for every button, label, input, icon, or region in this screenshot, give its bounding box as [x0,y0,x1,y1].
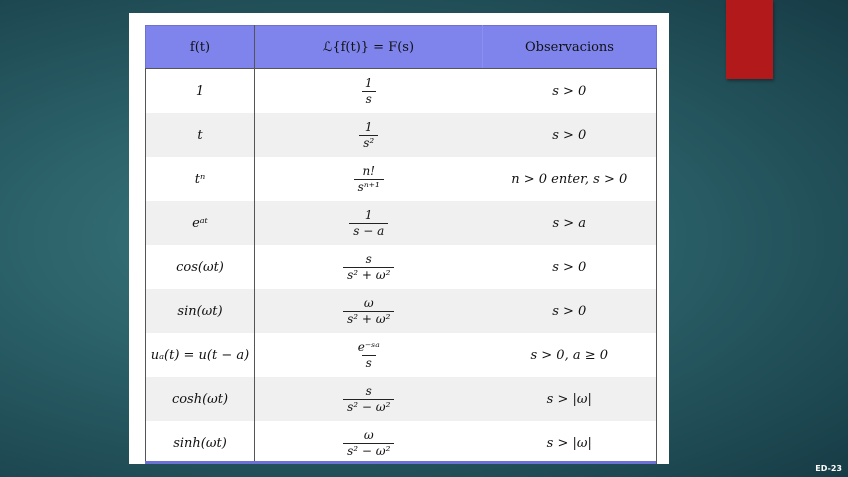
header-function: f(t) [146,26,255,69]
transform-cell [255,421,483,464]
fraction [361,77,377,105]
table-row [146,333,657,377]
fraction-denominator: s [362,355,376,370]
red-accent-bar [726,0,773,79]
transform-cell [255,245,483,289]
fraction-denominator: s [362,91,376,106]
table-row [146,245,657,289]
observation-cell: s > |ω| [483,377,657,421]
fraction-numerator: e⁻ˢᵃ [357,339,380,354]
fraction [343,253,394,281]
fraction-denominator: sⁿ⁺¹ [354,179,384,194]
function-cell: sin(ωt) [146,289,255,333]
fraction-denominator: s² [359,135,378,150]
fraction [354,341,384,369]
function-cell: cosh(ωt) [146,377,255,421]
function-cell: eᵃᵗ [146,201,255,245]
header-transform: ℒ{f(t)} = F(s) [255,26,483,69]
table-row [146,377,657,421]
fraction-denominator: s − a [349,223,388,238]
function-cell: tⁿ [146,157,255,201]
observation-cell: s > 0 [483,289,657,333]
transform-cell [255,201,483,245]
fraction-denominator: s² − ω² [343,443,394,458]
observation-cell: s > |ω| [546,435,592,451]
fraction-numerator: 1 [364,119,373,134]
function-cell: cos(ωt) [146,245,255,289]
fraction-numerator: 1 [364,75,373,90]
function-cell: t [146,113,255,157]
observation-cell: s > 0 [552,83,587,99]
fraction-numerator: ω [363,295,374,310]
table-row [146,289,657,333]
fraction [359,121,378,149]
fraction-numerator: s [365,251,372,266]
fraction [343,429,394,457]
fraction [343,385,394,413]
transform-cell [255,113,483,157]
fraction-denominator: s² + ω² [343,267,394,282]
slide-number: ED-23 [815,464,842,473]
fraction-numerator: n! [362,163,376,178]
function-cell: sinh(ωt) [146,421,255,464]
table-header-row [146,26,657,69]
fraction [343,297,394,325]
observation-cell: s > 0 [552,259,587,275]
observation-cell: s > a [483,201,657,245]
transform-cell [255,289,483,333]
table-row [146,113,657,157]
fraction [354,165,384,193]
observation-cell: n > 0 enter, s > 0 [511,171,628,187]
table-row [146,421,657,464]
fraction-numerator: s [365,383,372,398]
header-observations: Observacions [483,26,657,69]
fraction-denominator: s² − ω² [343,399,394,414]
table-row [146,157,657,201]
laplace-table-sheet [129,13,669,464]
fraction-denominator: s² + ω² [343,311,394,326]
fraction-numerator: 1 [364,207,373,222]
transform-cell [255,157,483,201]
transform-cell [255,377,483,421]
transform-cell [255,333,483,377]
laplace-transform-table [145,25,657,464]
table-bottom-bar [145,461,656,464]
function-cell: uₐ(t) = u(t − a) [146,333,255,377]
fraction-numerator: ω [363,427,374,442]
function-cell: 1 [146,69,255,114]
table-row [146,69,657,114]
observation-cell: s > 0 [483,113,657,157]
transform-cell [255,69,483,114]
table-row [146,201,657,245]
fraction [349,209,388,237]
observation-cell: s > 0, a ≥ 0 [530,347,609,363]
